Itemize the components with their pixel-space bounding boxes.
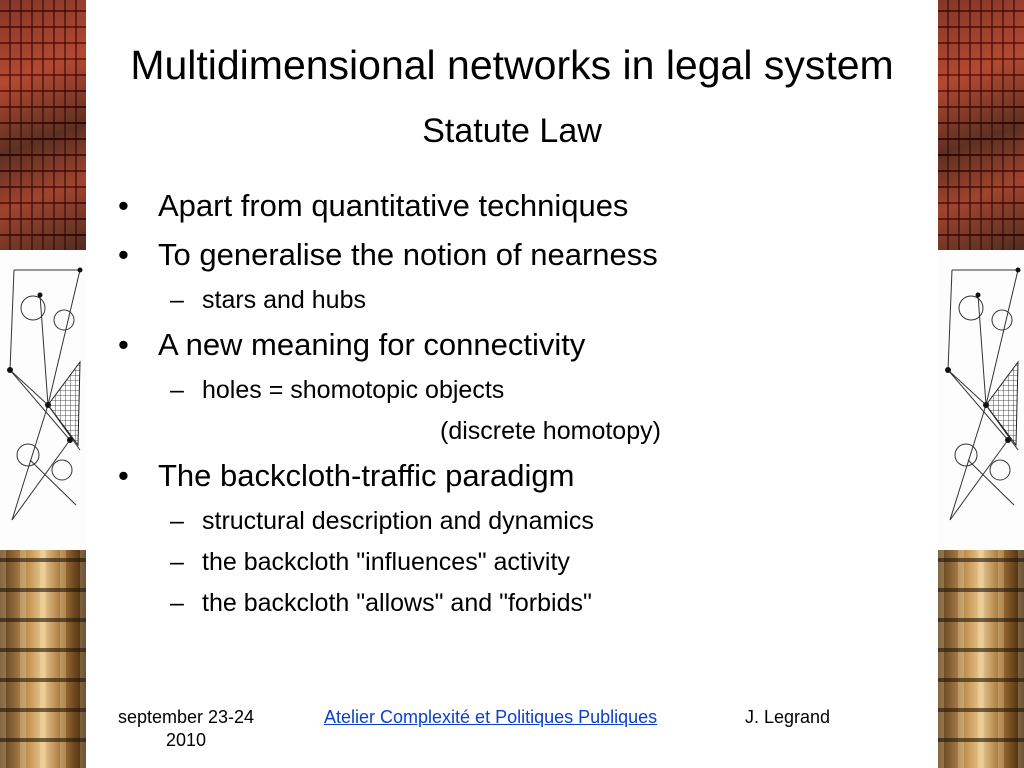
law-books-photo: [0, 550, 86, 768]
network-diagram-icon: [938, 250, 1024, 550]
dash-marker: –: [170, 548, 184, 576]
bullet-marker: •: [118, 327, 129, 362]
bullet-text: Apart from quantitative techniques: [158, 188, 629, 223]
sub-bullet-item: [110, 587, 910, 619]
network-diagram-icon: [0, 250, 86, 550]
footer-date: september 23-24 2010: [117, 707, 255, 750]
bullet-item: [110, 325, 910, 365]
sub-bullet-text: the backcloth "influences" activity: [202, 548, 570, 576]
bullet-list: [110, 186, 910, 628]
sub-bullet-item: [110, 374, 910, 406]
bullet-item: [110, 456, 910, 496]
footer-author: J. Legrand: [745, 707, 831, 727]
law-books-photo: [938, 550, 1024, 768]
sub-bullet-text: holes = shomotopic objects: [202, 376, 505, 404]
bullet-item: [110, 235, 910, 275]
right-decoration: [938, 0, 1024, 768]
bullet-text: The backcloth-traffic paradigm: [158, 458, 575, 493]
left-decoration: [0, 0, 86, 768]
sub-bullet-item: [110, 505, 910, 537]
dash-marker: –: [170, 376, 184, 404]
sub-bullet-item: [110, 284, 910, 316]
dash-marker: –: [170, 286, 184, 314]
sub-bullet-item: [110, 546, 910, 578]
bullet-item: [110, 186, 910, 226]
slide-title: Multidimensional networks in legal system: [130, 42, 894, 88]
sub-bullet-text: stars and hubs: [202, 286, 366, 314]
sub-bullet-text: the backcloth "allows" and "forbids": [202, 589, 592, 617]
bullet-text: A new meaning for connectivity: [158, 327, 586, 362]
bullet-marker: •: [118, 188, 129, 223]
bullet-marker: •: [118, 458, 129, 493]
dash-marker: –: [170, 589, 184, 617]
theater-photo: [938, 0, 1024, 250]
bullet-text: To generalise the notion of nearness: [158, 237, 658, 272]
footer-link[interactable]: Atelier Complexité et Politiques Publiques: [324, 707, 658, 727]
sub-bullet-continuation: (discrete homotopy): [440, 417, 661, 445]
theater-photo: [0, 0, 86, 250]
dash-marker: –: [170, 507, 184, 535]
bullet-marker: •: [118, 237, 129, 272]
slide-subtitle: Statute Law: [422, 112, 602, 150]
sub-bullet-text: structural description and dynamics: [202, 507, 594, 535]
